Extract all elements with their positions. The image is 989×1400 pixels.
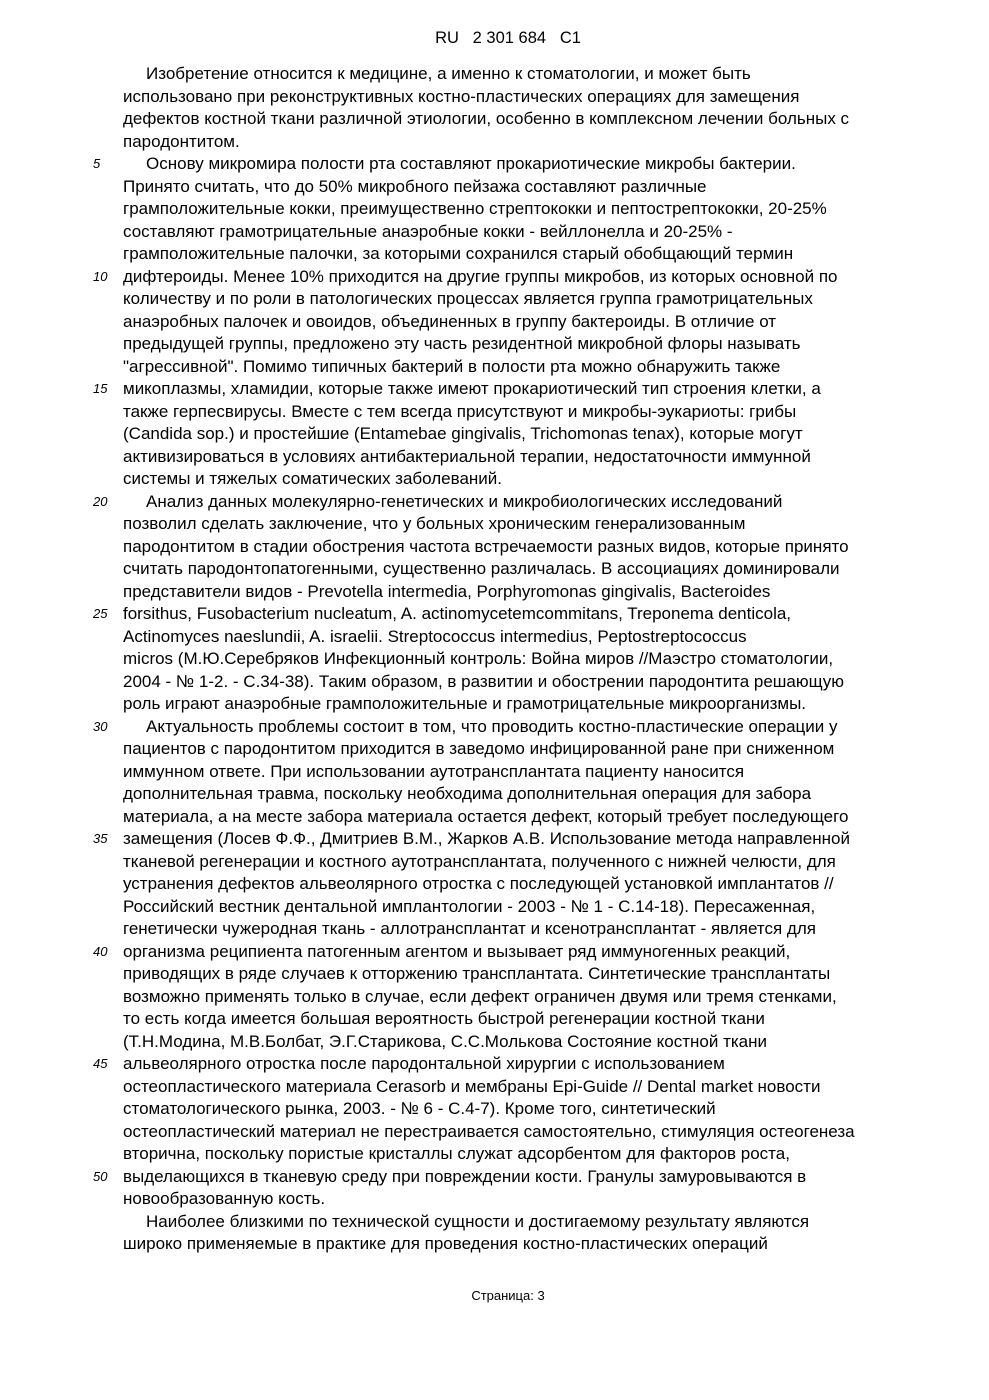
line-text: Анализ данных молекулярно-генетических и микробиологических исследований xyxy=(146,491,783,511)
text-line xyxy=(0,513,989,536)
text-line xyxy=(0,1233,989,1256)
text-line xyxy=(0,131,989,154)
line-text: Российский вестник дентальной имплантологии - 2003 - № 1 - С.14-18). Пересаженная, xyxy=(123,896,816,916)
text-line xyxy=(0,626,989,649)
text-line xyxy=(0,356,989,379)
text-line xyxy=(0,288,989,311)
text-line xyxy=(0,311,989,334)
text-line xyxy=(0,1121,989,1144)
line-text: 2004 - № 1-2. - С.34-38). Таким образом, в развитии и обострении пародонтита решающую xyxy=(123,671,845,691)
text-line xyxy=(0,86,989,109)
text-line xyxy=(0,603,989,626)
text-line xyxy=(0,581,989,604)
text-line xyxy=(0,806,989,829)
line-text: составляют грамотрицательные анаэробные кокки - вейллонелла и 20-25% - xyxy=(123,221,733,241)
text-line xyxy=(0,851,989,874)
line-number: 10 xyxy=(93,268,108,284)
line-text: forsithus, Fusobacterium nucleatum, A. actinomycetemcommitans, Treponema denticola, xyxy=(123,604,792,623)
line-text: позволил сделать заключение, что у больных хроническим генерализованным xyxy=(123,514,746,533)
line-text: анаэробных палочек и овоидов, объединенных в группу бактероиды. В отличие от xyxy=(123,311,777,331)
text-line xyxy=(0,153,989,176)
text-line xyxy=(0,941,989,964)
text-line xyxy=(0,716,989,739)
text-line xyxy=(0,243,989,266)
text-line xyxy=(0,918,989,941)
line-number: 35 xyxy=(93,831,108,846)
text-line xyxy=(0,1008,989,1031)
text-line xyxy=(0,1098,989,1121)
text-line xyxy=(0,693,989,716)
line-number: 40 xyxy=(93,943,108,959)
text-line xyxy=(0,896,989,919)
text-line xyxy=(0,783,989,806)
line-text: иммунном ответе. При использовании аутотрансплантата пациенту наносится xyxy=(123,761,745,781)
line-text: вторична, поскольку пористые кристаллы служат адсорбентом для факторов роста, xyxy=(123,1144,790,1163)
line-text: количеству и по роли в патологических процессах является группа грамотрицательных xyxy=(123,289,813,308)
text-line xyxy=(0,828,989,851)
text-line xyxy=(0,446,989,469)
line-text: пародонтитом. xyxy=(123,131,240,151)
text-line xyxy=(0,1031,989,1054)
text-line xyxy=(0,873,989,896)
line-number: 30 xyxy=(93,718,108,734)
line-text: дефектов костной ткани различной этиологии, особенно в комплексном лечении больных с xyxy=(123,109,850,128)
document-body xyxy=(0,63,989,1256)
text-line xyxy=(0,558,989,581)
line-number: 5 xyxy=(93,156,101,171)
text-line xyxy=(0,423,989,446)
line-text: тканевой регенерации и костного аутотрансплантата, полученного с нижней челюсти, для xyxy=(123,851,836,871)
line-text: "агрессивной". Помимо типичных бактерий в полости рта можно обнаружить также xyxy=(123,356,781,376)
text-line xyxy=(0,333,989,356)
line-text: Основу микромира полости рта составляют прокариотические микробы бактерии. xyxy=(146,154,796,173)
document-number-header: RU 2 301 684 C1 xyxy=(435,29,581,47)
line-text: альвеолярного отростка после пародонтальной хирургии с использованием xyxy=(123,1054,725,1073)
line-text: представители видов - Prevotella intermedia, Porphyromonas gingivalis, Bacteroides xyxy=(123,581,771,601)
line-text: считать пародонтопатогенными, существенно различалась. В ассоциациях доминировали xyxy=(123,559,840,578)
line-text: остеопластический материал не перестраивается самостоятельно, стимуляция остеогенеза xyxy=(123,1121,855,1141)
text-line xyxy=(0,1076,989,1099)
line-number: 45 xyxy=(93,1056,108,1071)
text-line xyxy=(0,1166,989,1189)
page-number-footer: Страница: 3 xyxy=(471,1288,545,1303)
line-text: активизироваться в условиях антибактериальной терапии, недостаточности иммунной xyxy=(123,446,811,466)
line-text: грамположительные кокки, преимущественно стрептококки и пептострептококки, 20-25% xyxy=(123,199,827,218)
line-text: Актуальность проблемы состоит в том, что проводить костно-пластические операции у xyxy=(146,716,838,736)
line-text: роль играют анаэробные грамположительные и грамотрицательные микроорганизмы. xyxy=(123,694,807,713)
text-line xyxy=(0,176,989,199)
text-line xyxy=(0,536,989,559)
line-text: пациентов с пародонтитом приходится в заведомо инфицированной ране при сниженном xyxy=(123,739,835,758)
text-line xyxy=(0,648,989,671)
text-line xyxy=(0,401,989,424)
line-number: 20 xyxy=(93,493,108,509)
text-line xyxy=(0,266,989,289)
line-text: Изобретение относится к медицине, а именно к стоматологии, и может быть xyxy=(146,64,751,83)
line-text: новообразованную кость. xyxy=(123,1189,326,1208)
line-text: устранения дефектов альвеолярного отростка с последующей установкой имплантатов // xyxy=(123,874,834,893)
text-line xyxy=(0,986,989,1009)
line-text: использовано при реконструктивных костно-пластических операциях для замещения xyxy=(123,86,800,106)
line-number: 15 xyxy=(93,381,108,396)
line-text: возможно применять только в случае, если дефект ограничен двумя или тремя стенками, xyxy=(123,986,837,1006)
line-text: материала, а на месте забора материала остается дефект, который требует последующего xyxy=(123,806,849,826)
text-line xyxy=(0,963,989,986)
text-line xyxy=(0,761,989,784)
text-line xyxy=(0,468,989,491)
text-line xyxy=(0,63,989,86)
line-text: также герпесвирусы. Вместе с тем всегда присутствуют и микробы-эукариоты: грибы xyxy=(123,401,797,421)
line-text: стоматологического рынка, 2003. - № 6 - С.4-7). Кроме того, синтетический xyxy=(123,1099,716,1118)
line-text: (Т.Н.Модина, М.В.Болбат, Э.Г.Старикова, С.С.Молькова Состояние костной ткани xyxy=(123,1031,768,1051)
line-text: микоплазмы, хламидии, которые также имеют прокариотический тип строения клетки, а xyxy=(123,379,821,398)
line-text: организма реципиента патогенным агентом и вызывает ряд иммуногенных реакций, xyxy=(123,941,791,961)
line-text: micros (М.Ю.Серебряков Инфекционный контроль: Война миров //Маэстро стоматологии, xyxy=(123,649,834,668)
line-number: 50 xyxy=(93,1168,108,1184)
line-text: предыдущей группы, предложено эту часть резидентной микробной флоры называть xyxy=(123,334,801,353)
text-line xyxy=(0,221,989,244)
line-text: Actinomyces naeslundii, A. israelii. Streptococcus intermedius, Peptostreptococcus xyxy=(123,626,747,646)
text-line xyxy=(0,1053,989,1076)
line-text: генетически чужеродная ткань - аллотрансплантат и ксенотрансплантат - является для xyxy=(123,919,816,938)
text-line xyxy=(0,1211,989,1234)
text-line xyxy=(0,108,989,131)
line-text: системы и тяжелых соматических заболеваний. xyxy=(123,469,503,488)
text-line xyxy=(0,1143,989,1166)
line-text: замещения (Лосев Ф.Ф., Дмитриев В.М., Жарков А.В. Использование метода направленной xyxy=(123,829,850,848)
text-line xyxy=(0,378,989,401)
text-line xyxy=(0,671,989,694)
line-number: 25 xyxy=(93,606,108,621)
line-text: Принято считать, что до 50% микробного пейзажа составляют различные xyxy=(123,176,707,196)
line-text: (Candida sop.) и простейшие (Entamebae gingivalis, Trichomonas tenax), которые могут xyxy=(123,424,803,443)
line-text: приводящих в ряде случаев к отторжению трансплантата. Синтетические трансплантаты xyxy=(123,964,831,983)
line-text: пародонтитом в стадии обострения частота встречаемости разных видов, которые принято xyxy=(123,536,849,556)
line-text: выделающихся в тканевую среду при повреждении кости. Гранулы замуровываются в xyxy=(123,1166,807,1186)
text-line xyxy=(0,198,989,221)
line-text: то есть когда имеется большая вероятность быстрой регенерации костной ткани xyxy=(123,1009,765,1028)
text-line xyxy=(0,738,989,761)
line-text: грамположительные палочки, за которыми сохранился старый обобщающий термин xyxy=(123,244,794,263)
text-line xyxy=(0,1188,989,1211)
line-text: Наиболее близкими по технической сущности и достигаемому результату являются xyxy=(146,1211,810,1231)
line-text: дополнительная травма, поскольку необходима дополнительная операция для забора xyxy=(123,784,812,803)
line-text: широко применяемые в практике для проведения костно-пластических операций xyxy=(123,1234,768,1253)
text-line xyxy=(0,491,989,514)
line-text: остеопластического материала Cerasorb и мембраны Epi-Guide // Dental market новости xyxy=(123,1076,821,1096)
line-text: дифтероиды. Менее 10% приходится на другие группы микробов, из которых основной по xyxy=(123,266,838,286)
